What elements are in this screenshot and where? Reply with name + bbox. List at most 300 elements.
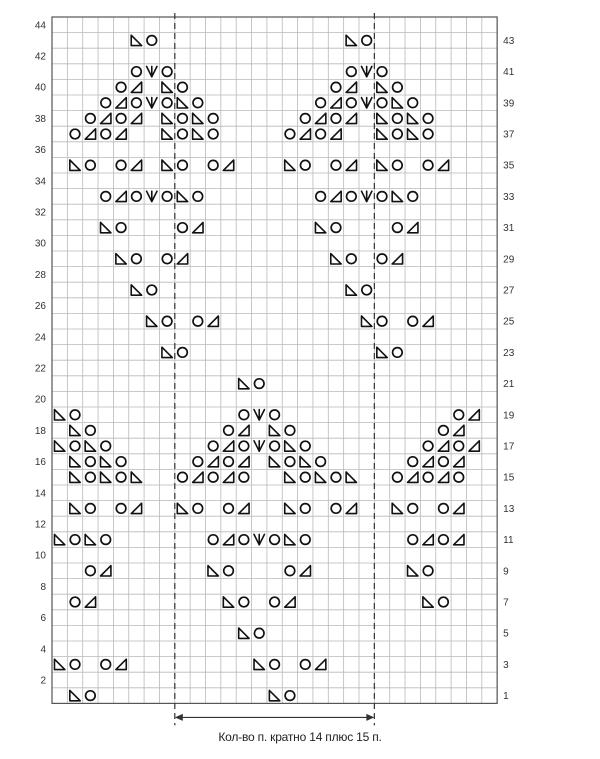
k2tog-icon xyxy=(377,129,387,139)
yarn-over-icon xyxy=(132,67,142,77)
yarn-over-icon xyxy=(331,504,341,514)
k2tog-icon xyxy=(162,160,172,170)
yarn-over-icon xyxy=(193,316,203,326)
yarn-over-icon xyxy=(408,504,418,514)
yarn-over-icon xyxy=(101,441,111,451)
yarn-over-icon xyxy=(116,223,126,233)
row-label-left: 36 xyxy=(34,145,46,157)
yarn-over-icon xyxy=(193,98,203,108)
yarn-over-icon xyxy=(408,98,418,108)
ssk-icon xyxy=(116,659,126,669)
central-decrease-icon xyxy=(254,410,264,420)
row-label-right: 3 xyxy=(503,659,509,671)
k2tog-icon xyxy=(177,191,187,201)
yarn-over-icon xyxy=(86,160,96,170)
ssk-icon xyxy=(177,254,187,264)
yarn-over-icon xyxy=(439,535,449,545)
yarn-over-icon xyxy=(224,457,234,467)
row-label-right: 13 xyxy=(503,503,515,515)
row-label-right: 7 xyxy=(503,597,509,609)
ssk-icon xyxy=(454,456,464,466)
yarn-over-icon xyxy=(86,504,96,514)
yarn-over-icon xyxy=(408,457,418,467)
arrowhead-right-icon xyxy=(366,714,374,721)
k2tog-icon xyxy=(70,456,80,466)
yarn-over-icon xyxy=(316,192,326,202)
row-label-left: 2 xyxy=(40,675,46,687)
row-label-right: 41 xyxy=(503,67,515,79)
yarn-over-icon xyxy=(208,441,218,451)
yarn-over-icon xyxy=(300,472,310,482)
ssk-icon xyxy=(408,222,418,232)
yarn-over-icon xyxy=(147,285,157,295)
yarn-over-icon xyxy=(178,472,188,482)
central-decrease-icon xyxy=(254,534,264,544)
yarn-over-icon xyxy=(377,316,387,326)
yarn-over-icon xyxy=(132,98,142,108)
yarn-over-icon xyxy=(393,82,403,92)
k2tog-icon xyxy=(239,628,249,638)
yarn-over-icon xyxy=(178,114,188,124)
yarn-over-icon xyxy=(423,441,433,451)
row-label-right: 19 xyxy=(503,410,515,422)
ssk-icon xyxy=(131,503,141,513)
row-label-right: 33 xyxy=(503,191,515,203)
ssk-icon xyxy=(193,472,203,482)
row-label-left: 18 xyxy=(34,425,46,437)
ssk-icon xyxy=(116,129,126,139)
yarn-over-icon xyxy=(270,597,280,607)
yarn-over-icon xyxy=(316,129,326,139)
k2tog-icon xyxy=(70,425,80,435)
k2tog-icon xyxy=(177,503,187,513)
k2tog-icon xyxy=(116,254,126,264)
k2tog-icon xyxy=(223,597,233,607)
yarn-over-icon xyxy=(132,192,142,202)
arrowhead-left-icon xyxy=(175,714,183,721)
yarn-over-icon xyxy=(224,504,234,514)
yarn-over-icon xyxy=(101,129,111,139)
yarn-over-icon xyxy=(270,410,280,420)
row-label-left: 10 xyxy=(34,550,46,562)
yarn-over-icon xyxy=(254,379,264,389)
row-label-left: 4 xyxy=(40,644,46,656)
yarn-over-icon xyxy=(347,192,357,202)
yarn-over-icon xyxy=(70,441,80,451)
row-labels xyxy=(35,20,515,702)
k2tog-icon xyxy=(392,503,402,513)
k2tog-icon xyxy=(408,129,418,139)
k2tog-icon xyxy=(54,441,64,451)
yarn-over-icon xyxy=(132,254,142,264)
row-label-right: 15 xyxy=(503,472,515,484)
yarn-over-icon xyxy=(178,129,188,139)
central-decrease-icon xyxy=(147,98,157,108)
k2tog-icon xyxy=(70,160,80,170)
row-label-right: 1 xyxy=(503,691,509,703)
yarn-over-icon xyxy=(208,114,218,124)
central-decrease-icon xyxy=(254,441,264,451)
row-label-left: 14 xyxy=(34,488,46,500)
row-label-right: 35 xyxy=(503,160,515,172)
row-label-left: 16 xyxy=(34,457,46,469)
k2tog-icon xyxy=(54,659,64,669)
yarn-over-icon xyxy=(70,129,80,139)
row-label-right: 25 xyxy=(503,316,515,328)
ssk-icon xyxy=(300,129,310,139)
ssk-icon xyxy=(346,160,356,170)
yarn-over-icon xyxy=(408,192,418,202)
yarn-over-icon xyxy=(454,472,464,482)
yarn-over-icon xyxy=(393,114,403,124)
row-label-left: 42 xyxy=(34,51,46,63)
yarn-over-icon xyxy=(439,504,449,514)
row-label-left: 24 xyxy=(34,332,46,344)
yarn-over-icon xyxy=(178,82,188,92)
k2tog-icon xyxy=(208,566,218,576)
k2tog-icon xyxy=(70,690,80,700)
yarn-over-icon xyxy=(270,535,280,545)
k2tog-icon xyxy=(269,690,279,700)
chart-grid xyxy=(52,17,497,703)
k2tog-icon xyxy=(377,113,387,123)
yarn-over-icon xyxy=(285,566,295,576)
yarn-over-icon xyxy=(208,129,218,139)
yarn-over-icon xyxy=(86,426,96,436)
ssk-icon xyxy=(408,472,418,482)
yarn-over-icon xyxy=(393,223,403,233)
yarn-over-icon xyxy=(193,504,203,514)
ssk-icon xyxy=(315,113,325,123)
k2tog-icon xyxy=(285,160,295,170)
central-decrease-icon xyxy=(147,66,157,76)
ssk-icon xyxy=(300,566,310,576)
ssk-icon xyxy=(223,160,233,170)
yarn-over-icon xyxy=(316,457,326,467)
yarn-over-icon xyxy=(116,160,126,170)
k2tog-icon xyxy=(285,534,295,544)
ssk-icon xyxy=(116,191,126,201)
yarn-over-icon xyxy=(285,691,295,701)
ssk-icon xyxy=(223,441,233,451)
yarn-over-icon xyxy=(454,410,464,420)
yarn-over-icon xyxy=(239,535,249,545)
yarn-over-icon xyxy=(101,660,111,670)
yarn-over-icon xyxy=(208,160,218,170)
ssk-icon xyxy=(423,456,433,466)
row-label-right: 17 xyxy=(503,441,515,453)
central-decrease-icon xyxy=(361,98,371,108)
ssk-icon xyxy=(438,160,448,170)
k2tog-icon xyxy=(162,129,172,139)
k2tog-icon xyxy=(361,316,371,326)
yarn-over-icon xyxy=(239,597,249,607)
ssk-icon xyxy=(423,316,433,326)
yarn-over-icon xyxy=(116,457,126,467)
yarn-over-icon xyxy=(393,129,403,139)
k2tog-icon xyxy=(315,472,325,482)
ssk-icon xyxy=(131,82,141,92)
yarn-over-icon xyxy=(116,472,126,482)
yarn-over-icon xyxy=(331,223,341,233)
row-label-left: 34 xyxy=(34,176,46,188)
yarn-over-icon xyxy=(347,254,357,264)
row-label-left: 30 xyxy=(34,238,46,250)
ssk-icon xyxy=(454,503,464,513)
yarn-over-icon xyxy=(101,98,111,108)
k2tog-icon xyxy=(162,82,172,92)
k2tog-icon xyxy=(408,113,418,123)
yarn-over-icon xyxy=(300,441,310,451)
yarn-over-icon xyxy=(239,472,249,482)
central-decrease-icon xyxy=(147,191,157,201)
row-label-right: 11 xyxy=(503,535,514,547)
row-label-right: 29 xyxy=(503,254,515,266)
k2tog-icon xyxy=(101,222,111,232)
row-label-right: 9 xyxy=(503,566,509,578)
k2tog-icon xyxy=(131,472,141,482)
ssk-icon xyxy=(469,410,479,420)
yarn-over-icon xyxy=(162,98,172,108)
yarn-over-icon xyxy=(239,410,249,420)
k2tog-icon xyxy=(392,191,402,201)
ssk-icon xyxy=(346,82,356,92)
yarn-over-icon xyxy=(178,223,188,233)
k2tog-icon xyxy=(269,425,279,435)
yarn-over-icon xyxy=(377,67,387,77)
ssk-icon xyxy=(101,566,111,576)
ssk-icon xyxy=(85,129,95,139)
ssk-icon xyxy=(239,456,249,466)
yarn-over-icon xyxy=(331,160,341,170)
yarn-over-icon xyxy=(423,114,433,124)
yarn-over-icon xyxy=(193,457,203,467)
yarn-over-icon xyxy=(254,628,264,638)
yarn-over-icon xyxy=(193,192,203,202)
k2tog-icon xyxy=(54,410,64,420)
k2tog-icon xyxy=(254,659,264,669)
ssk-icon xyxy=(346,503,356,513)
k2tog-icon xyxy=(101,472,111,482)
yarn-over-icon xyxy=(439,597,449,607)
ssk-icon xyxy=(208,316,218,326)
k2tog-icon xyxy=(177,98,187,108)
yarn-over-icon xyxy=(270,441,280,451)
yarn-over-icon xyxy=(316,98,326,108)
yarn-over-icon xyxy=(70,660,80,670)
row-label-left: 8 xyxy=(40,581,46,593)
k2tog-icon xyxy=(315,222,325,232)
repeat-markers xyxy=(175,13,375,725)
yarn-over-icon xyxy=(423,129,433,139)
ssk-icon xyxy=(131,160,141,170)
repeat-arrow xyxy=(175,714,375,721)
yarn-over-icon xyxy=(162,192,172,202)
yarn-over-icon xyxy=(70,535,80,545)
k2tog-icon xyxy=(346,472,356,482)
row-label-left: 12 xyxy=(34,519,46,531)
k2tog-icon xyxy=(346,285,356,295)
ssk-icon xyxy=(223,534,233,544)
yarn-over-icon xyxy=(393,472,403,482)
row-label-right: 31 xyxy=(503,223,515,235)
central-decrease-icon xyxy=(361,191,371,201)
yarn-over-icon xyxy=(362,285,372,295)
yarn-over-icon xyxy=(116,82,126,92)
yarn-over-icon xyxy=(270,660,280,670)
yarn-over-icon xyxy=(70,597,80,607)
yarn-over-icon xyxy=(162,254,172,264)
ssk-icon xyxy=(423,534,433,544)
yarn-over-icon xyxy=(454,441,464,451)
central-decrease-icon xyxy=(361,66,371,76)
k2tog-icon xyxy=(377,82,387,92)
ssk-icon xyxy=(131,113,141,123)
ssk-icon xyxy=(392,254,402,264)
row-label-right: 27 xyxy=(503,285,515,297)
yarn-over-icon xyxy=(347,67,357,77)
k2tog-icon xyxy=(377,160,387,170)
ssk-icon xyxy=(85,597,95,607)
yarn-over-icon xyxy=(70,410,80,420)
ssk-icon xyxy=(208,456,218,466)
k2tog-icon xyxy=(423,597,433,607)
yarn-over-icon xyxy=(101,535,111,545)
k2tog-icon xyxy=(162,113,172,123)
ssk-icon xyxy=(193,222,203,232)
row-label-left: 26 xyxy=(34,301,46,313)
ssk-icon xyxy=(454,425,464,435)
row-label-right: 39 xyxy=(503,98,515,110)
yarn-over-icon xyxy=(423,566,433,576)
yarn-over-icon xyxy=(86,114,96,124)
yarn-over-icon xyxy=(393,348,403,358)
k2tog-icon xyxy=(285,503,295,513)
k2tog-icon xyxy=(147,316,157,326)
yarn-over-icon xyxy=(408,535,418,545)
k2tog-icon xyxy=(300,456,310,466)
k2tog-icon xyxy=(193,113,203,123)
ssk-icon xyxy=(438,472,448,482)
k2tog-icon xyxy=(162,347,172,357)
yarn-over-icon xyxy=(239,441,249,451)
k2tog-icon xyxy=(331,254,341,264)
k2tog-icon xyxy=(70,503,80,513)
yarn-over-icon xyxy=(116,504,126,514)
yarn-over-icon xyxy=(208,472,218,482)
yarn-over-icon xyxy=(377,98,387,108)
yarn-over-icon xyxy=(224,566,234,576)
k2tog-icon xyxy=(131,35,141,45)
yarn-over-icon xyxy=(331,472,341,482)
yarn-over-icon xyxy=(285,426,295,436)
yarn-over-icon xyxy=(331,82,341,92)
k2tog-icon xyxy=(54,534,64,544)
yarn-over-icon xyxy=(86,457,96,467)
repeat-caption: Кол-во п. кратно 14 плюс 15 п. xyxy=(218,730,382,744)
yarn-over-icon xyxy=(147,36,157,46)
row-label-left: 32 xyxy=(34,207,46,219)
ssk-icon xyxy=(454,534,464,544)
row-label-left: 20 xyxy=(34,394,46,406)
yarn-over-icon xyxy=(300,660,310,670)
k2tog-icon xyxy=(85,441,95,451)
ssk-icon xyxy=(331,129,341,139)
ssk-icon xyxy=(331,191,341,201)
ssk-icon xyxy=(239,503,249,513)
row-label-left: 6 xyxy=(40,613,46,625)
yarn-over-icon xyxy=(162,67,172,77)
k2tog-icon xyxy=(392,98,402,108)
k2tog-icon xyxy=(377,347,387,357)
ssk-icon xyxy=(116,98,126,108)
row-label-left: 28 xyxy=(34,269,46,281)
yarn-over-icon xyxy=(86,691,96,701)
ssk-icon xyxy=(239,425,249,435)
yarn-over-icon xyxy=(408,316,418,326)
yarn-over-icon xyxy=(300,160,310,170)
row-label-left: 40 xyxy=(34,82,46,94)
ssk-icon xyxy=(331,98,341,108)
yarn-over-icon xyxy=(423,472,433,482)
k2tog-icon xyxy=(285,441,295,451)
row-label-right: 37 xyxy=(503,129,515,141)
yarn-over-icon xyxy=(208,535,218,545)
yarn-over-icon xyxy=(300,504,310,514)
yarn-over-icon xyxy=(285,129,295,139)
yarn-over-icon xyxy=(300,535,310,545)
k2tog-icon xyxy=(193,129,203,139)
yarn-over-icon xyxy=(116,114,126,124)
row-label-left: 22 xyxy=(34,363,46,375)
yarn-over-icon xyxy=(178,160,188,170)
k2tog-icon xyxy=(269,456,279,466)
ssk-icon xyxy=(285,597,295,607)
k2tog-icon xyxy=(85,534,95,544)
k2tog-icon xyxy=(239,378,249,388)
yarn-over-icon xyxy=(224,426,234,436)
ssk-icon xyxy=(346,113,356,123)
yarn-over-icon xyxy=(178,348,188,358)
ssk-icon xyxy=(469,441,479,451)
row-label-right: 23 xyxy=(503,347,515,359)
ssk-icon xyxy=(315,659,325,669)
k2tog-icon xyxy=(408,566,418,576)
yarn-over-icon xyxy=(101,192,111,202)
row-label-right: 21 xyxy=(503,379,515,391)
k2tog-icon xyxy=(101,456,111,466)
yarn-over-icon xyxy=(439,457,449,467)
yarn-over-icon xyxy=(331,114,341,124)
k2tog-icon xyxy=(70,472,80,482)
ssk-icon xyxy=(438,441,448,451)
yarn-over-icon xyxy=(347,98,357,108)
row-label-left: 38 xyxy=(34,113,46,125)
yarn-over-icon xyxy=(393,160,403,170)
row-label-right: 5 xyxy=(503,628,509,640)
k2tog-icon xyxy=(131,285,141,295)
yarn-over-icon xyxy=(300,114,310,124)
yarn-over-icon xyxy=(377,192,387,202)
ssk-icon xyxy=(101,113,111,123)
k2tog-icon xyxy=(285,472,295,482)
yarn-over-icon xyxy=(423,160,433,170)
yarn-over-icon xyxy=(362,36,372,46)
row-label-left: 44 xyxy=(34,20,46,32)
yarn-over-icon xyxy=(377,254,387,264)
yarn-over-icon xyxy=(439,426,449,436)
ssk-icon xyxy=(223,472,233,482)
